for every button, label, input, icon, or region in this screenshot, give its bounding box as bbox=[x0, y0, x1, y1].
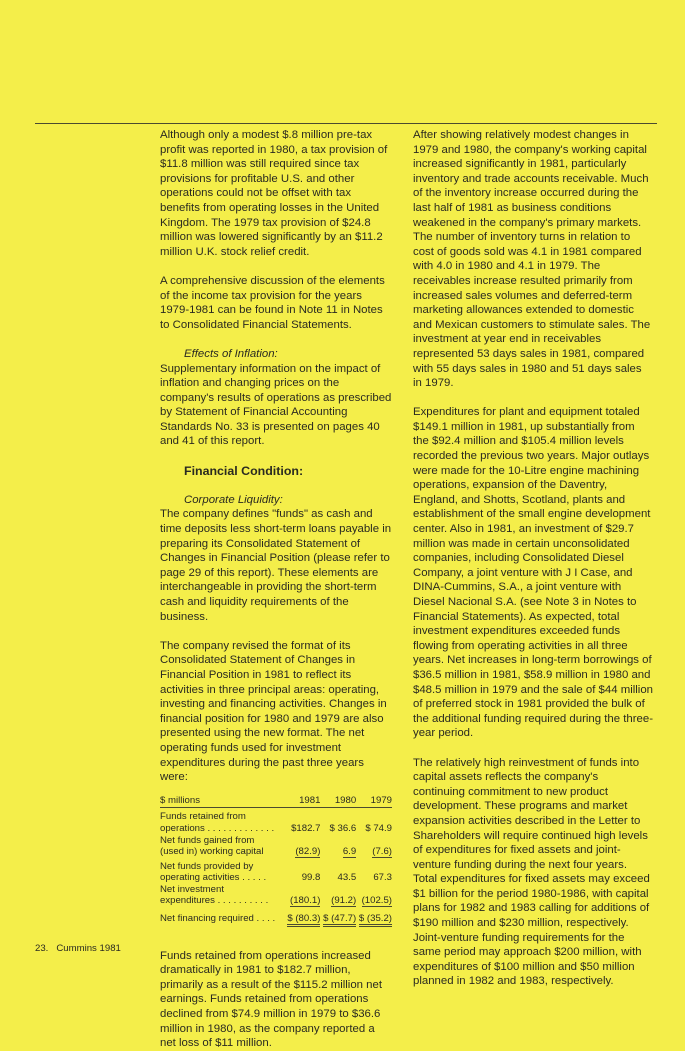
right-column bbox=[413, 128, 653, 989]
left-column bbox=[160, 128, 392, 1051]
table-row: expenditures . . . . . . . . . . (180.1) (91.2) (102.5) bbox=[160, 895, 392, 907]
page-number: 23. bbox=[35, 943, 49, 954]
expenditures-paragraph: Expenditures for plant and equipment totaled $149.1 million in 1981, up substantially from the $92.4 million and $105.4 million levels recorded the previous two years. Major outlays were made for the 10-Litre engine machining operations, expansion of the Daventry, England, and Shotts, Scotland, plants and establishment of the small engine development center. Also in 1981, an investment of $29.7 million was made in certain unconsolidated companies, including Consolidated Diesel Company, a joint venture with J I Case, and DINA-Cummins, S.A., a joint venture with Diesel Nacional S.A. (see Note 3 in Notes to Financial Statements). As expected, total investment expenditures exceeded funds flowing from operating activities in all three years. Net increases in long-term borrowings of $36.5 million in 1981, $58.9 million in 1980 and $48.5 million in 1979 and the sale of $44 million of preferred stock in 1981 provided the bulk of the additional funding required during the three-year period. bbox=[413, 406, 654, 740]
table-row: Net investment bbox=[160, 883, 224, 895]
table-header-1979: 1979 bbox=[356, 795, 392, 808]
table-row: Funds retained from bbox=[160, 811, 246, 823]
table-header-label: $ millions bbox=[160, 795, 285, 808]
page-footer bbox=[35, 943, 121, 954]
tax-note-paragraph: A comprehensive discussion of the elements of the income tax provision for the years 1979-1981 can be found in Note 11 in Notes to Consolidated Financial Statements. bbox=[160, 274, 385, 331]
publication-name: Cummins 1981 bbox=[56, 943, 121, 954]
table-header-1981: 1981 bbox=[285, 795, 321, 808]
funds-retained-paragraph: Funds retained from operations increased dramatically in 1981 to $182.7 million, primarily as a result of the $115.2 million net earnings. Funds retained from operations declined from $74.9 million in 1979 to $36.6 million in 1980, as the company reported a net loss of $11 million. bbox=[160, 949, 383, 1050]
table-row: operations . . . . . . . . . . . . . $182.7 $ 36.6 $ 74.9 bbox=[160, 822, 392, 834]
format-paragraph: The company revised the format of its Consolidated Statement of Changes in Financial Position in 1981 to reflect its activities in three principal areas: operating, investing and financing activities. Changes in financial position for 1980 and 1979 are also presented using the new format. The net operating funds used for investment expenditures during the past three years were: bbox=[160, 639, 387, 784]
working-capital-paragraph: After showing relatively modest changes in 1979 and 1980, the company's working capital increased significantly in 1981, particularly inventory and trade accounts receivable. Much of the inventory increase occurred during the last half of 1981 as business conditions weakened in the company's primary markets. The number of inventory turns in relation to cost of goods sold was 4.1 in 1981 compared with 4.0 in 1980 and 4.1 in 1979. The receivables increase resulted primarily from increased sales volumes and deferred-term marketing allowances extended to domestic and Mexican customers to stimulate sales. The investment at year end in receivables represented 53 days sales in 1981, compared with 55 days sales in 1980 and 51 days sales in 1979. bbox=[413, 129, 651, 390]
tax-paragraph: Although only a modest $.8 million pre-tax profit was reported in 1980, a tax provision of $11.8 million was still required since tax provisions for profitable U.S. and other operations could not be offset with tax benefits from operating losses in the United Kingdom. The 1979 tax provision of $24.8 million was lowered significantly by an $11.2 million U.K. stock relief credit. bbox=[160, 129, 388, 258]
table-row: Net funds gained from bbox=[160, 834, 255, 846]
financial-condition-heading: Financial Condition: bbox=[184, 463, 304, 478]
table-header-1980: 1980 bbox=[320, 795, 356, 808]
table-row: Net financing required . . . . $ (80.3) $ (47.7) $ (35.2) bbox=[160, 907, 392, 925]
liquidity-heading: Corporate Liquidity: bbox=[184, 493, 283, 506]
table-header-row bbox=[160, 795, 392, 808]
table-row: Net funds provided by bbox=[160, 860, 254, 872]
funds-table bbox=[160, 795, 392, 925]
reinvestment-paragraph: The relatively high reinvestment of funds into capital assets reflects the company's continuing commitment to new product development. These programs and market expansion activities described in the Letter to Shareholders will require continued high levels of expenditures for fixed assets and joint-venture funding during the next four years. Total expenditures for fixed assets may exceed $1 billion for the period 1980-1986, with capital plans for 1982 and 1983 calling for additions of $190 million and $230 million, respectively. Joint-venture funding requirements for the same period may approach $200 million, with expenditures of $100 million and $50 million planned in 1982 and 1983, respectively. bbox=[413, 756, 650, 988]
funds-definition-paragraph: The company defines "funds" as cash and time deposits less short-term loans payable in preparing its Consolidated Statement of Changes in Financial Position (please refer to page 29 of this report). These elements are interchangeable in providing the short-term cash and liquidity requirements of the business. bbox=[160, 508, 392, 623]
table-row: operating activities . . . . . 99.8 43.5 67.3 bbox=[160, 872, 392, 884]
top-rule bbox=[35, 123, 657, 124]
inflation-heading: Effects of Inflation: bbox=[184, 347, 278, 360]
table-row: (used in) working capital (82.9) 6.9 (7.6) bbox=[160, 846, 392, 858]
inflation-paragraph: Supplementary information on the impact of inflation and changing prices on the company's results of operations as prescribed by Statement of Financial Accounting Standards No. 33 is presented on pages 40 and 41 of this report. bbox=[160, 362, 392, 448]
